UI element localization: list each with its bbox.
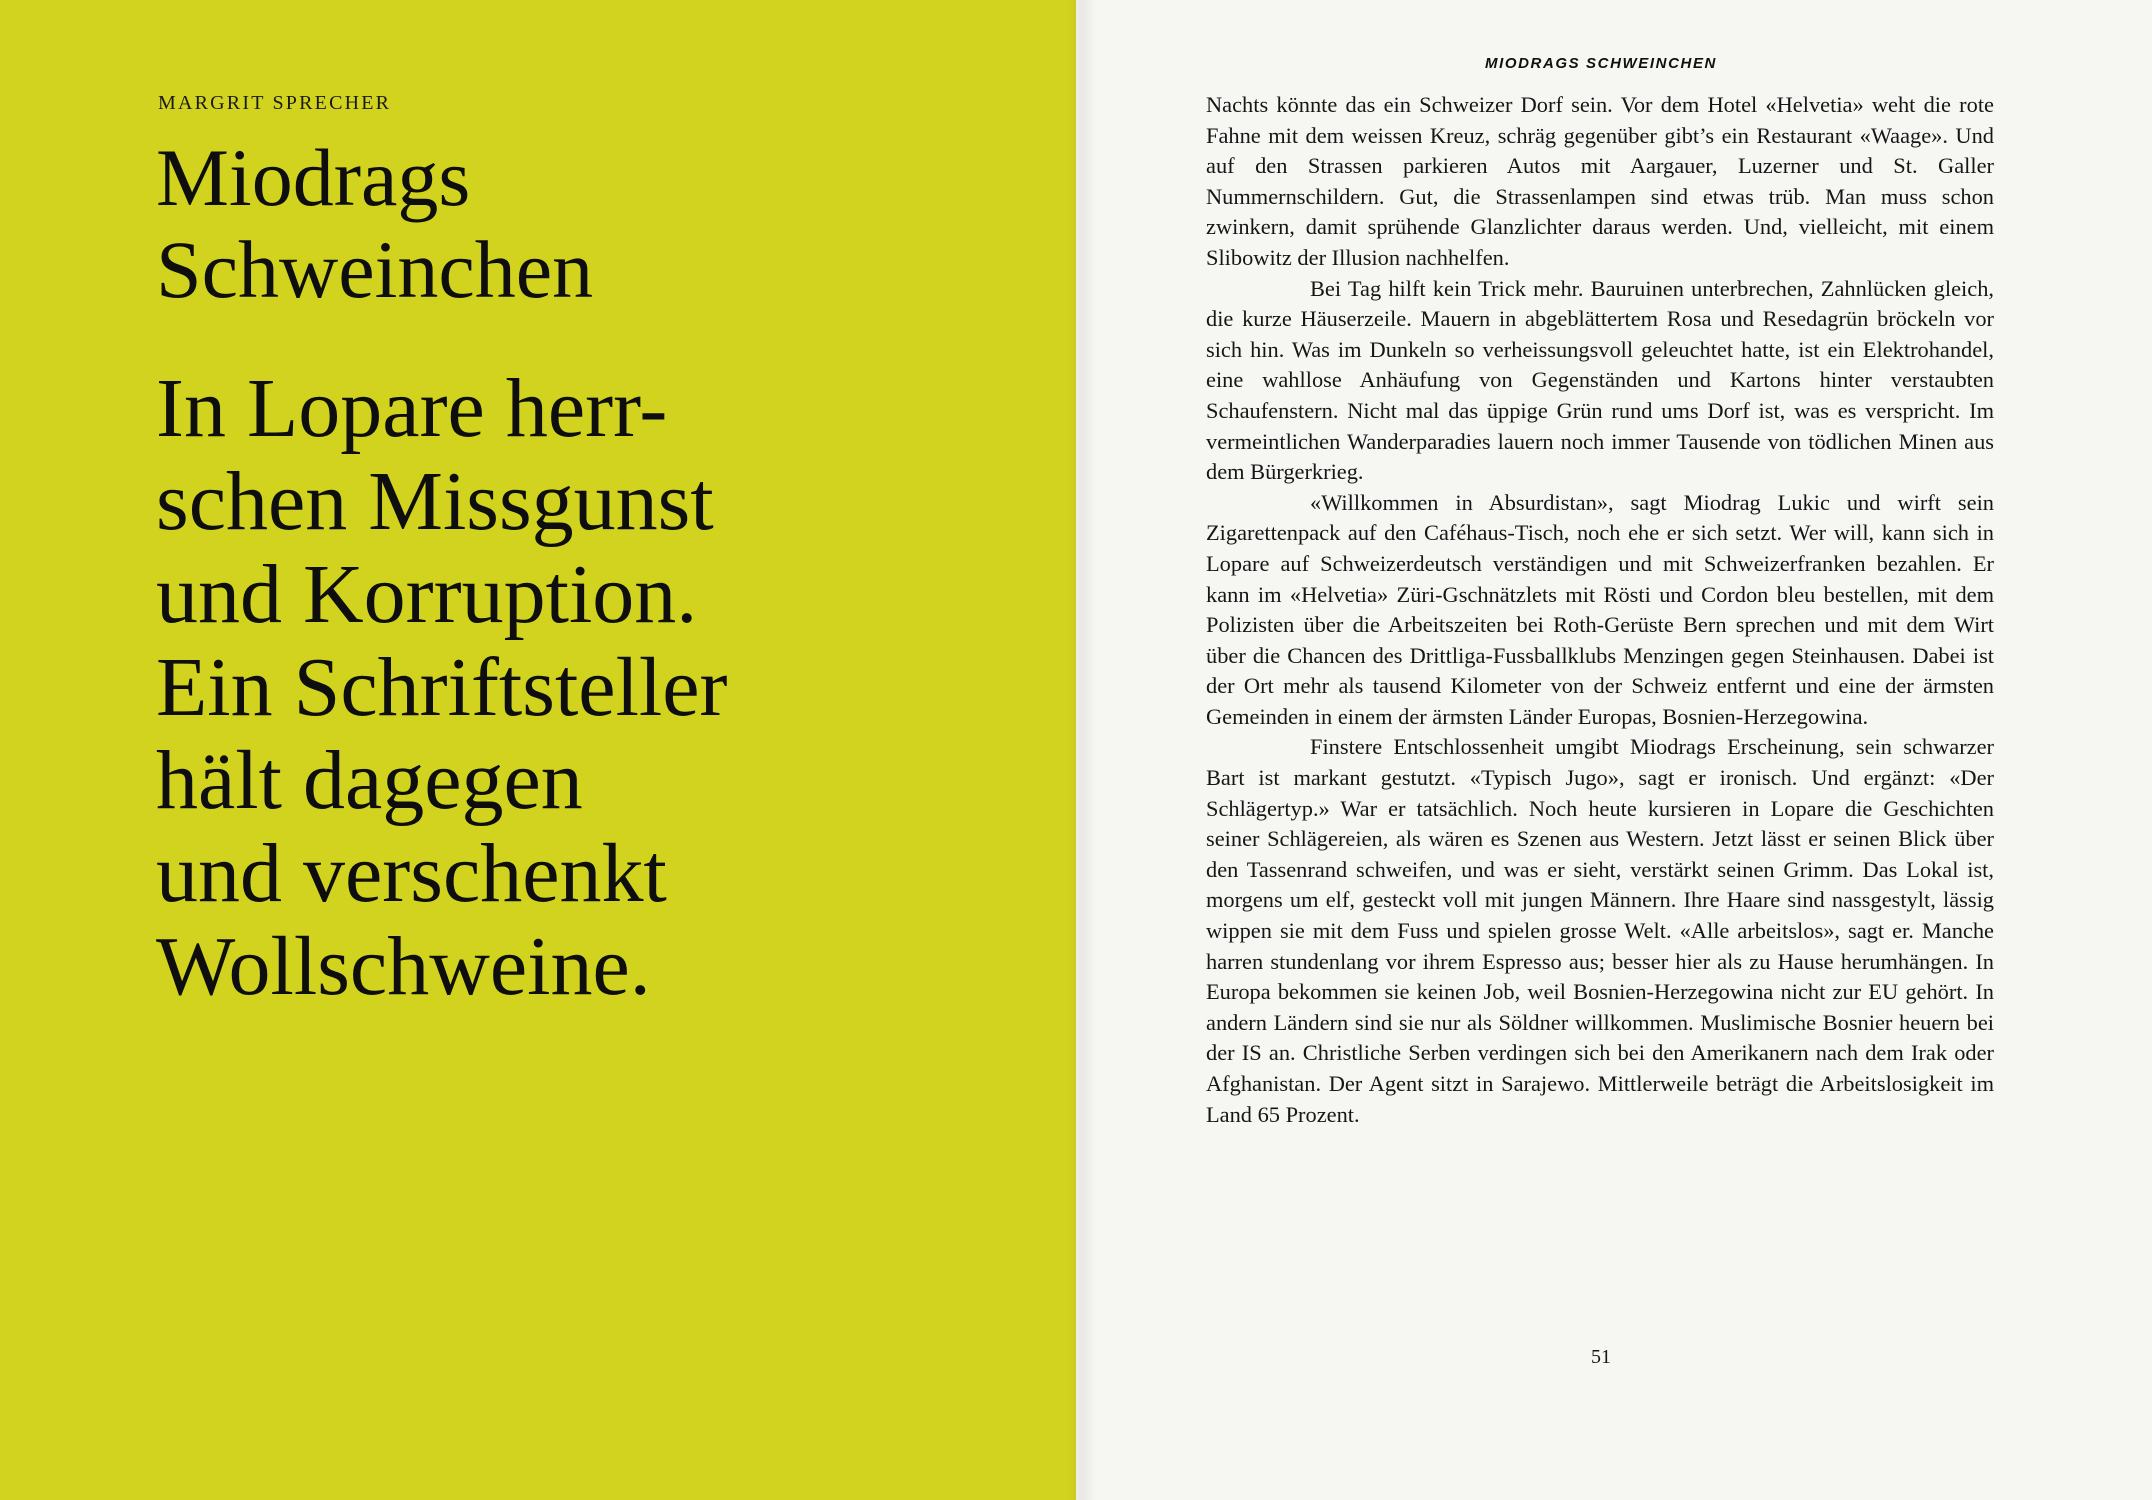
running-head: MIODRAGS SCHWEINCHEN <box>1484 55 1717 72</box>
title-line: Miodrags <box>156 132 471 223</box>
paragraph: Bei Tag hilft kein Trick mehr. Bauruinen unterbrechen, Zahnlücken gleich, die kurze Häuserzeile. Mauern in abgeblättertem Rosa und Resedagrün bröckeln vor sich hin. Was im Dunkeln so verheissungsvoll geleuchtet hatte, ist ein Elektrohandel, eine wahllose Anhäufung von Gegenständen und Kartons hinter verstaubten Schaufenstern. Nicht mal das üppige Grün rund ums Dorf ist, was es verspricht. Im vermeintlichen Wanderparadies lauern noch immer Tausende von tödlichen Minen aus dem Bürgerkrieg. <box>1206 275 1994 485</box>
lead-line: Wollschweine. <box>156 920 651 1013</box>
paragraph: Nachts könnte das ein Schweizer Dorf sein. Vor dem Hotel «Helvetia» weht die rote Fahne mit dem weissen Kreuz, schräg gegenüber gibt’s ein Restaurant «Waage». Und auf den Strassen parkieren Autos mit Aargauer, Luzerner und St. Galler Nummernschildern. Gut, die Strassenlampen sind etwas trüb. Man muss schon zwinkern, damit sprühende Glanzlichter daraus werden. Und, vielleicht, mit einem Slibowitz der Illusion nachhelfen. <box>1206 92 1994 270</box>
lead-line: Ein Schriftsteller <box>156 641 728 734</box>
body-text <box>1206 90 1994 1130</box>
lead-line: In Lopare herr- <box>156 362 668 455</box>
lead-line: und Korruption. <box>156 548 698 641</box>
paragraph: «Willkommen in Absurdistan», sagt Miodrag Lukic und wirft sein Zigarettenpack auf den Caféhaus-Tisch, noch ehe er sich setzt. Wer will, kann sich in Lopare auf Schweizerdeutsch verständigen und mit Schweizerfranken bezahlen. Er kann im «Helvetia» Züri-Gschnätzlets mit Rösti und Cordon bleu bestellen, mit dem Polizisten über die Arbeitszeiten bei Roth-Gerüste Bern sprechen und mit dem Wirt über die Chancen des Drittliga-Fussballklubs Menzingen gegen Steinhausen. Dabei ist der Ort mehr als tausend Kilometer von der Schweiz entfernt und eine der ärmsten Gemeinden in einem der ärmsten Länder Europas, Bosnien-Herzegowina. <box>1206 489 1994 729</box>
lead-line: und verschenkt <box>156 827 667 920</box>
page-number: 51 <box>1591 1346 1611 1368</box>
page-gutter <box>1066 0 1096 1500</box>
article-title <box>156 132 593 316</box>
paragraph: Finstere Entschlossenheit umgibt Miodrags Erscheinung, sein schwarzer Bart ist markant gestutzt. «Typisch Jugo», sagt er ironisch. Und ergänzt: «Der Schlägertyp.» War er tatsächlich. Noch heute kursieren in Lopare die Geschichten seiner Schlägereien, als wären es Szenen aus Western. Jetzt lässt er seinen Blick über den Tassenrand schweifen, und was er sieht, verstärkt seinen Grimm. Das Lokal ist, morgens um elf, gesteckt voll mit jungen Männern. Ihre Haare sind nassgestylt, lässig wippen sie mit dem Fuss und spielen grosse Welt. «Alle arbeitslos», sagt er. Manche harren stundenlang vor ihrem Espresso aus; besser hier als zu Hause herumhängen. In Europa bekommen sie keinen Job, weil Bosnien-Herzegowina nicht zur EU gehört. In andern Ländern sind sie nur als Söldner willkommen. Muslimische Bosnier heuern bei der IS an. Christliche Serben verdingen sich bei den Amerikanern nach dem Irak oder Afghanistan. Der Agent sitzt in Sarajewo. Mittlerweile beträgt die Arbeitslosigkeit im Land 65 Prozent. <box>1206 734 1994 1127</box>
author-name: MARGRIT SPRECHER <box>158 92 392 114</box>
lead-line: schen Missgunst <box>156 455 714 548</box>
title-line: Schweinchen <box>156 224 594 315</box>
lead-line: hält dagegen <box>156 734 583 827</box>
article-lead <box>156 362 728 1013</box>
